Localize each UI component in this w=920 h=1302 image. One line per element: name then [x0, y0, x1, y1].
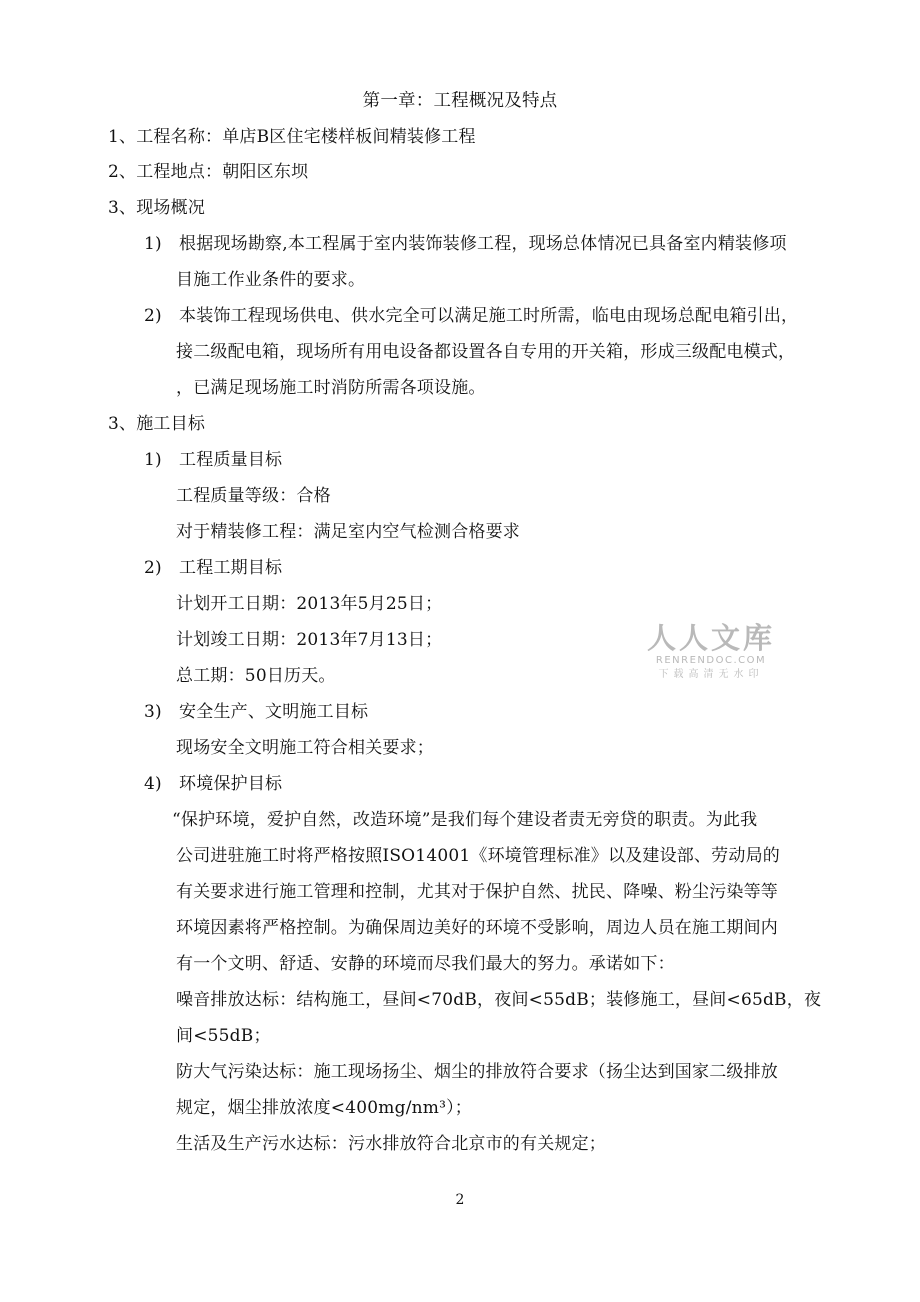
page-number: 2	[455, 1192, 465, 1208]
watermark-sub-text: 下载高清无水印	[658, 669, 764, 680]
watermark-logo	[646, 622, 776, 682]
line-noise-standard-b: 间<55dB；	[176, 1026, 271, 1046]
line-air-standard-b: 规定，烟尘排放浓度<400mg/nm³）；	[176, 1098, 473, 1118]
line-env-para-3: 有关要求进行施工管理和控制，尤其对于保护自然、扰民、降噪、粉尘污染等等	[176, 882, 778, 902]
line-safety-goal: 3) 安全生产、文明施工目标	[144, 702, 369, 722]
line-start-date: 计划开工日期：2013年5月25日；	[176, 594, 443, 614]
line-total-duration: 总工期：50日历天。	[176, 666, 336, 686]
line-construction-goals: 3、施工目标	[108, 414, 206, 434]
line-overview-2c: ，已满足现场施工时消防所需各项设施。	[176, 378, 486, 398]
line-quality-fitout: 对于精装修工程：满足室内空气检测合格要求	[176, 522, 520, 542]
watermark-url-text: RENRENDOC.COM	[655, 655, 767, 666]
line-end-date: 计划竣工日期：2013年7月13日；	[176, 630, 443, 650]
line-overview-2b: 接二级配电箱，现场所有用电设备都设置各自专用的开关箱，形成三级配电模式，	[176, 342, 796, 362]
chapter-title: 第一章：工程概况及特点	[362, 91, 558, 111]
line-overview-1b: 目施工作业条件的要求。	[176, 270, 366, 290]
line-air-standard-a: 防大气污染达标：施工现场扬尘、烟尘的排放符合要求（扬尘达到国家二级排放	[176, 1062, 778, 1082]
line-overview-2a: 2) 本装饰工程现场供电、供水完全可以满足施工时所需，临电由现场总配电箱引出，	[144, 306, 799, 326]
line-env-para-5: 有一个文明、舒适、安静的环境而尽我们最大的努力。承诺如下：	[176, 954, 675, 974]
line-overview-1a: 1) 根据现场勘察,本工程属于室内装饰装修工程，现场总体情况已具备室内精装修项	[144, 234, 787, 254]
watermark-main-text: 人人文库	[646, 621, 775, 655]
line-schedule-goal: 2) 工程工期目标	[144, 558, 283, 578]
line-quality-level: 工程质量等级：合格	[176, 486, 331, 506]
line-quality-goal: 1) 工程质量目标	[144, 450, 283, 470]
line-site-overview: 3、现场概况	[108, 198, 206, 218]
line-project-location: 2、工程地点：朝阳区东坝	[108, 162, 309, 182]
line-env-para-1: “保护环境，爱护自然，改造环境”是我们每个建设者责无旁贷的职责。为此我	[172, 810, 758, 830]
line-water-standard: 生活及生产污水达标：污水排放符合北京市的有关规定；	[176, 1134, 606, 1154]
line-env-para-2: 公司进驻施工时将严格按照ISO14001《环境管理标准》以及建设部、劳动局的	[176, 846, 780, 866]
line-environment-goal: 4) 环境保护目标	[144, 774, 283, 794]
line-noise-standard-a: 噪音排放达标：结构施工，昼间<70dB，夜间<55dB；装修施工，昼间<65dB，夜	[176, 990, 822, 1010]
line-project-name: 1、工程名称：单店B区住宅楼样板间精装修工程	[108, 127, 476, 147]
line-safety-detail: 现场安全文明施工符合相关要求；	[176, 738, 434, 758]
line-env-para-4: 环境因素将严格控制。为确保周边美好的环境不受影响，周边人员在施工期间内	[176, 918, 778, 938]
